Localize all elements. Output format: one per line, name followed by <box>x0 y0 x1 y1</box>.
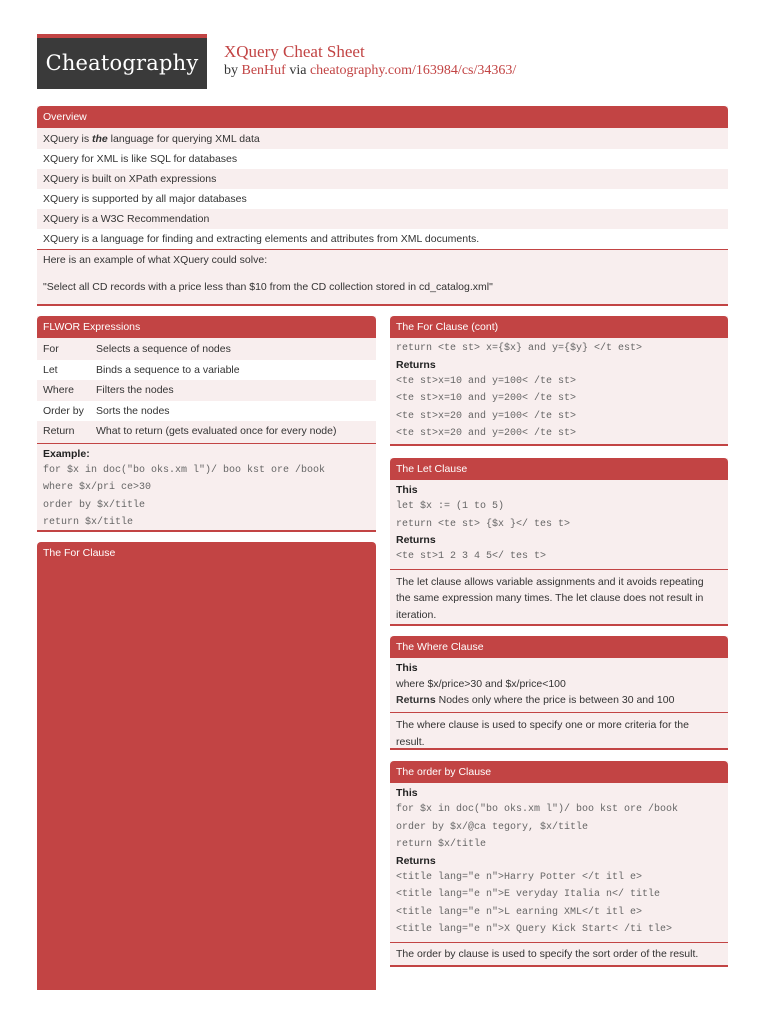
flwor-row: Order by Sorts the nodes <box>37 401 376 422</box>
returns-label: Returns <box>396 694 436 706</box>
example-intro: Here is an example of what XQuery could solve: <box>43 254 268 266</box>
cheatography-logo[interactable] <box>37 34 207 89</box>
code-line: <te st>x=10 and y=200< /te st> <box>396 393 577 404</box>
byline <box>224 63 516 79</box>
where-clause-title: The Where Clause <box>390 636 728 658</box>
example-quote: "Select all CD records with a price less than $10 from the CD collection stored in cd_catalog.xml" <box>43 280 493 293</box>
flwor-title: FLWOR Expressions <box>37 316 376 338</box>
code-line: order by $x/title <box>43 499 146 511</box>
overview-title: Overview <box>37 106 728 128</box>
flwor-section <box>37 316 376 532</box>
for-clause-title: The For Clause <box>43 547 116 559</box>
source-url-link[interactable]: cheatography.com/163984/cs/34363/ <box>309 63 517 78</box>
overview-line: XQuery for XML is like SQL for databases <box>37 149 728 169</box>
via-text: via <box>289 63 307 78</box>
code-line: for $x in doc("bo oks.xm l")/ boo kst ore /book <box>43 464 326 476</box>
code-line: return <te st> x={$x} and y={$y} </t est> <box>396 343 643 354</box>
returns-label: Returns <box>396 358 436 371</box>
overview-line: XQuery is a language for finding and extracting elements and attributes from XML documents. <box>37 229 728 249</box>
code-line: order by $x/@ca tegory, $x/title <box>396 821 589 833</box>
overview-line: XQuery is supported by all major databases <box>37 189 728 209</box>
flwor-row: For Selects a sequence of nodes <box>43 343 231 355</box>
code-line: <title lang="e n">Harry Potter </t itl e> <box>396 871 643 883</box>
code-line: return $x/title <box>43 517 134 528</box>
overview-line: XQuery is a W3C Recommendation <box>43 213 210 225</box>
let-clause-title: The Let Clause <box>390 458 728 480</box>
let-description: The let clause allows variable assignments and it avoids repeating the same expression many times. The let clause does not result in iteration. <box>396 575 704 621</box>
code-line: <title lang="e n">L earning XML</t itl e> <box>396 906 643 918</box>
emphasis-the: the <box>92 133 108 145</box>
order-clause-title: The order by Clause <box>390 761 728 783</box>
let-clause-section <box>390 458 728 626</box>
overview-section <box>37 106 728 306</box>
where-clause-section <box>390 636 728 750</box>
order-description: The order by clause is used to specify the sort order of the result. <box>396 947 699 960</box>
code-line: return <te st> {$x }</ tes t> <box>396 518 571 530</box>
code-line: return $x/title <box>396 839 487 850</box>
code-line: let $x := (1 to 5) <box>396 501 505 512</box>
code-line: <te st>1 2 3 4 5</ tes t> <box>396 551 547 562</box>
returns-label: Returns <box>396 534 436 546</box>
code-line: <te st>x=20 and y=100< /te st> <box>396 410 577 422</box>
for-clause-section <box>37 542 376 990</box>
code-line: <te st>x=10 and y=100< /te st> <box>396 375 577 387</box>
for-cont-title: The For Clause (cont) <box>390 316 728 338</box>
code-line: <title lang="e n">E veryday Italia n</ title <box>396 889 661 900</box>
where-returns: Returns Nodes only where the price is between 30 and 100 <box>396 694 675 706</box>
code-line: <title lang="e n">X Query Kick Start< /ti tle> <box>396 924 673 935</box>
order-clause-section <box>390 761 728 967</box>
overview-line: XQuery is the language for querying XML data <box>43 133 260 145</box>
example-label: Example: <box>43 447 90 460</box>
where-code: where $x/price>30 and $x/price<100 <box>396 678 566 690</box>
this-label: This <box>396 787 418 799</box>
code-line: <te st>x=20 and y=200< /te st> <box>396 428 577 439</box>
page-title: XQuery Cheat Sheet <box>224 42 365 61</box>
code-line: for $x in doc("bo oks.xm l")/ boo kst ore /book <box>396 804 679 815</box>
flwor-row: Let Binds a sequence to a variable <box>37 360 376 381</box>
overview-line: XQuery is built on XPath expressions <box>43 173 217 185</box>
this-label: This <box>396 662 418 674</box>
for-cont-section <box>390 316 728 446</box>
where-description: The where clause is used to specify one or more criteria for the result. <box>396 719 689 748</box>
flwor-row: Where Filters the nodes <box>43 384 174 396</box>
logo-text: Cheatography <box>45 51 199 75</box>
by-prefix: by <box>224 63 238 78</box>
this-label: This <box>396 484 418 496</box>
returns-label: Returns <box>396 854 436 867</box>
code-line: where $x/pri ce>30 <box>43 482 152 493</box>
author-link[interactable]: BenHuf <box>241 63 286 78</box>
flwor-row: Return What to return (gets evaluated once for every node) <box>43 425 337 437</box>
divider <box>37 443 376 444</box>
